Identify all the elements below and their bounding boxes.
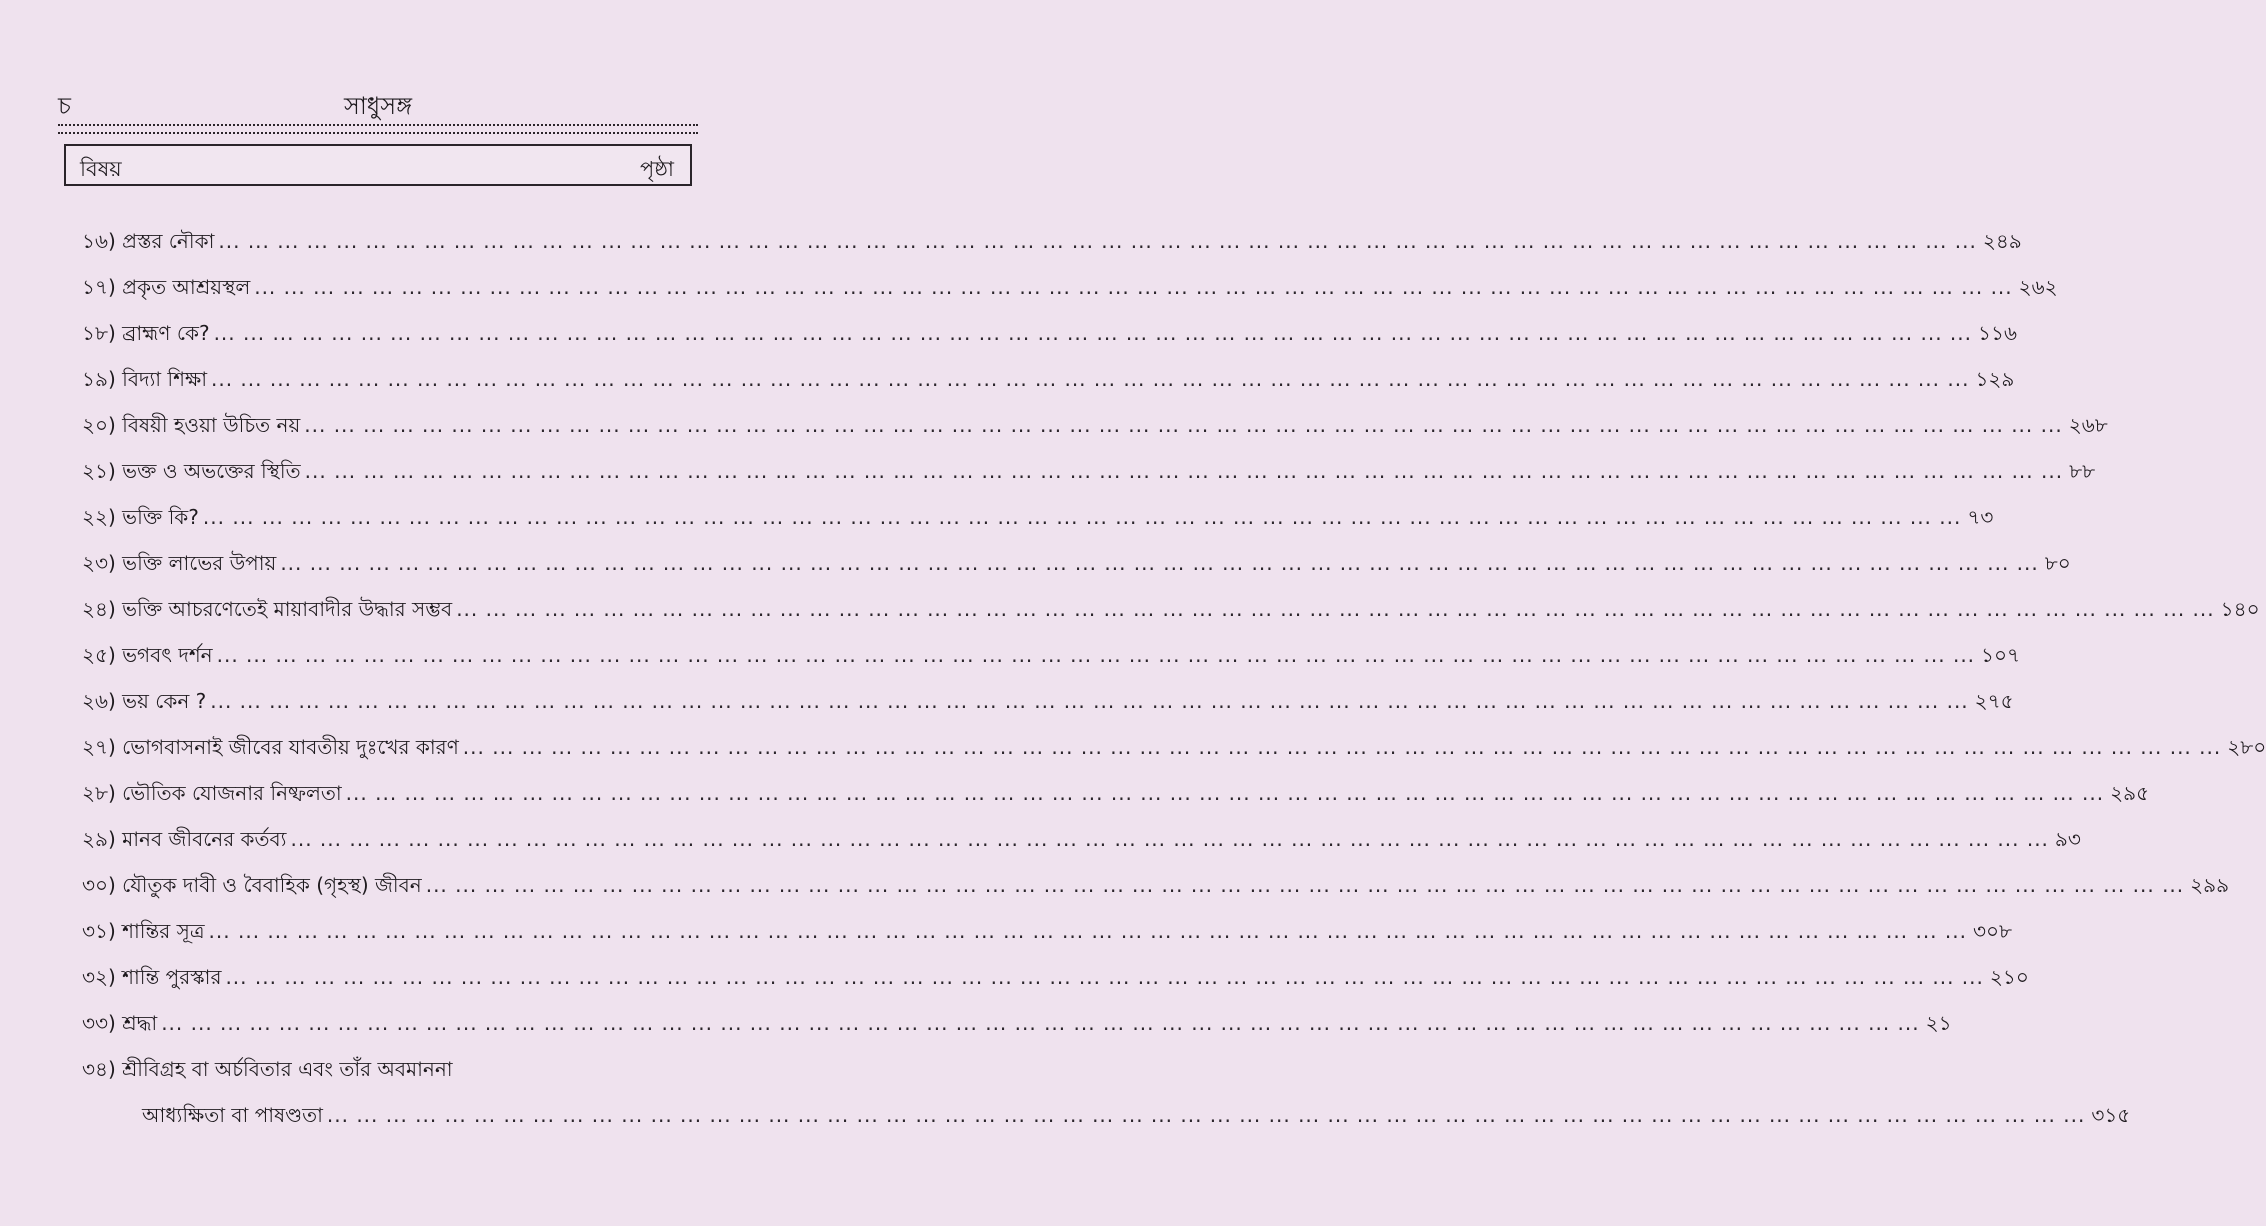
toc-label: ১৮) ব্রাহ্মণ কে? bbox=[82, 321, 210, 345]
toc-page-number: ২৭৫ bbox=[1974, 689, 2014, 713]
toc-leader-dots: ... ... ... ... ... ... ... ... ... ... ... ... ... ... ... ... ... ... ... ... ... ... ... ... ... ... ... ... ... ... ... ... ... ... ... ... ... ... ... ... ... ... ... ... ... ... ... ... ... ... ... ... ... ... ... ... ... ... ... ... bbox=[254, 275, 2013, 299]
toc-item bbox=[82, 356, 2015, 402]
toc-item bbox=[82, 1046, 2131, 1138]
toc-leader-dots: ... ... ... ... ... ... ... ... ... ... ... ... ... ... ... ... ... ... ... ... ... ... ... ... ... ... ... ... ... ... ... ... ... ... ... ... ... ... ... ... ... ... ... ... ... ... ... ... ... ... ... ... ... ... ... ... ... ... ... ... bbox=[425, 873, 2185, 897]
toc-leader-dots: ... ... ... ... ... ... ... ... ... ... ... ... ... ... ... ... ... ... ... ... ... ... ... ... ... ... ... ... ... ... ... ... ... ... ... ... ... ... ... ... ... ... ... ... ... ... ... ... ... ... ... ... ... ... ... ... ... ... ... ... bbox=[225, 965, 1984, 989]
toc-page-number: ৮৮ bbox=[2069, 459, 2096, 483]
toc-page-number: ১২৯ bbox=[1975, 367, 2015, 391]
toc-page-number: ২১০ bbox=[1989, 965, 2029, 989]
column-header-box bbox=[64, 144, 692, 186]
toc-leader-dots: ... ... ... ... ... ... ... ... ... ... ... ... ... ... ... ... ... ... ... ... ... ... ... ... ... ... ... ... ... ... ... ... ... ... ... ... ... ... ... ... ... ... ... ... ... ... ... ... ... ... ... ... ... ... ... ... ... ... ... ... bbox=[345, 781, 2105, 805]
toc-label-continued: আধ্যক্ষিতা বা পাষণ্ডতা bbox=[142, 1103, 323, 1127]
toc-item bbox=[82, 402, 2108, 448]
toc-label: ২০) বিষয়ী হওয়া উচিত নয় bbox=[82, 413, 301, 437]
toc-leader-dots: ... ... ... ... ... ... ... ... ... ... ... ... ... ... ... ... ... ... ... ... ... ... ... ... ... ... ... ... ... ... ... ... ... ... ... ... ... ... ... ... ... ... ... ... ... ... ... ... ... ... ... ... ... ... ... ... ... ... ... ... bbox=[210, 689, 1969, 713]
toc-page-number: ২৪৯ bbox=[1982, 229, 2022, 253]
toc-label: ৩৪) শ্রীবিগ্রহ বা অর্চবিতার এবং তাঁর অবমাননা bbox=[82, 1057, 453, 1081]
toc-item bbox=[82, 448, 2096, 494]
toc-label: ২২) ভক্তি কি? bbox=[82, 505, 199, 529]
toc-page-number: ১০৭ bbox=[1981, 643, 2021, 667]
column-subject-label: বিষয় bbox=[80, 157, 122, 181]
toc-page-number: ২৬২ bbox=[2018, 275, 2058, 299]
toc-page-number: ৩০৮ bbox=[1972, 919, 2012, 943]
toc-page-number: ১৪০ bbox=[2220, 597, 2260, 621]
toc-label: ১৭) প্রকৃত আশ্রয়স্থল bbox=[82, 275, 251, 299]
toc-label: ২৫) ভগবৎ দর্শন bbox=[82, 643, 213, 667]
toc-label: ১৬) প্রস্তর নৌকা bbox=[82, 229, 215, 253]
toc-item bbox=[82, 724, 2266, 770]
toc-item bbox=[82, 494, 1994, 540]
toc-label: ২৬) ভয় কেন ? bbox=[82, 689, 207, 713]
toc-item bbox=[82, 632, 2021, 678]
column-page-label: পৃষ্ঠা bbox=[639, 157, 674, 181]
toc-item bbox=[82, 770, 2150, 816]
toc-page-number: ৭৩ bbox=[1967, 505, 1994, 529]
toc-label: ৩০) যৌতুক দাবী ও বৈবাহিক (গৃহস্থ) জীবন bbox=[82, 873, 422, 897]
toc-item bbox=[82, 954, 2029, 1000]
toc-item bbox=[82, 264, 2058, 310]
toc-leader-dots: ... ... ... ... ... ... ... ... ... ... ... ... ... ... ... ... ... ... ... ... ... ... ... ... ... ... ... ... ... ... ... ... ... ... ... ... ... ... ... ... ... ... ... ... ... ... ... ... ... ... ... ... ... ... ... ... ... ... ... ... bbox=[456, 597, 2215, 621]
toc-item bbox=[82, 1000, 1952, 1046]
toc-leader-dots: ... ... ... ... ... ... ... ... ... ... ... ... ... ... ... ... ... ... ... ... ... ... ... ... ... ... ... ... ... ... ... ... ... ... ... ... ... ... ... ... ... ... ... ... ... ... ... ... ... ... ... ... ... ... ... ... ... ... ... ... bbox=[208, 919, 1967, 943]
toc-page-number: ১১৬ bbox=[1978, 321, 2017, 345]
toc-label: ১৯) বিদ্যা শিক্ষা bbox=[82, 367, 207, 391]
toc-label: ৩৩) শ্রদ্ধা bbox=[82, 1011, 158, 1035]
toc-leader-dots: ... ... ... ... ... ... ... ... ... ... ... ... ... ... ... ... ... ... ... ... ... ... ... ... ... ... ... ... ... ... ... ... ... ... ... ... ... ... ... ... ... ... ... ... ... ... ... ... ... ... ... ... ... ... ... ... ... ... ... ... bbox=[216, 643, 1976, 667]
toc-page-number: ২৮০ bbox=[2227, 735, 2266, 759]
toc-item bbox=[82, 310, 2017, 356]
toc-leader-dots: ... ... ... ... ... ... ... ... ... ... ... ... ... ... ... ... ... ... ... ... ... ... ... ... ... ... ... ... ... ... ... ... ... ... ... ... ... ... ... ... ... ... ... ... ... ... ... ... ... ... ... ... ... ... ... ... ... ... ... ... bbox=[304, 459, 2064, 483]
toc-page-number: ৮০ bbox=[2044, 551, 2071, 575]
toc-item bbox=[82, 678, 2014, 724]
toc-leader-dots: ... ... ... ... ... ... ... ... ... ... ... ... ... ... ... ... ... ... ... ... ... ... ... ... ... ... ... ... ... ... ... ... ... ... ... ... ... ... ... ... ... ... ... ... ... ... ... ... ... ... ... ... ... ... ... ... ... ... ... ... bbox=[213, 321, 1973, 345]
toc-leader-dots: ... ... ... ... ... ... ... ... ... ... ... ... ... ... ... ... ... ... ... ... ... ... ... ... ... ... ... ... ... ... ... ... ... ... ... ... ... ... ... ... ... ... ... ... ... ... ... ... ... ... ... ... ... ... ... ... ... ... ... ... bbox=[304, 413, 2063, 437]
toc-label: ৩১) শান্তির সূত্র bbox=[82, 919, 205, 943]
toc-leader-dots: ... ... ... ... ... ... ... ... ... ... ... ... ... ... ... ... ... ... ... ... ... ... ... ... ... ... ... ... ... ... ... ... ... ... ... ... ... ... ... ... ... ... ... ... ... ... ... ... ... ... ... ... ... ... ... ... ... ... ... ... bbox=[290, 827, 2049, 851]
toc-label: ২৪) ভক্তি আচরণেতেই মায়াবাদীর উদ্ধার সম্ভব bbox=[82, 597, 453, 621]
header-rule bbox=[58, 124, 698, 134]
toc-page-number: ২১ bbox=[1925, 1011, 1952, 1035]
toc-leader-dots: ... ... ... ... ... ... ... ... ... ... ... ... ... ... ... ... ... ... ... ... ... ... ... ... ... ... ... ... ... ... ... ... ... ... ... ... ... ... ... ... ... ... ... ... ... ... ... ... ... ... ... ... ... ... ... ... ... ... ... ... bbox=[462, 735, 2222, 759]
page-header bbox=[58, 84, 698, 124]
toc-page-number: ৯৩ bbox=[2054, 827, 2081, 851]
toc-label: ২১) ভক্ত ও অভক্তের স্থিতি bbox=[82, 459, 301, 483]
toc-page-number: ২৬৮ bbox=[2068, 413, 2108, 437]
toc-leader-dots: ... ... ... ... ... ... ... ... ... ... ... ... ... ... ... ... ... ... ... ... ... ... ... ... ... ... ... ... ... ... ... ... ... ... ... ... ... ... ... ... ... ... ... ... ... ... ... ... ... ... ... ... ... ... ... ... ... ... ... ... bbox=[211, 367, 1970, 391]
page-number: চ bbox=[58, 92, 71, 120]
toc-item bbox=[82, 908, 2012, 954]
toc-label: ২৭) ভোগবাসনাই জীবের যাবতীয় দুঃখের কারণ bbox=[82, 735, 459, 759]
toc-leader-dots: ... ... ... ... ... ... ... ... ... ... ... ... ... ... ... ... ... ... ... ... ... ... ... ... ... ... ... ... ... ... ... ... ... ... ... ... ... ... ... ... ... ... ... ... ... ... ... ... ... ... ... ... ... ... ... ... ... ... ... ... bbox=[161, 1011, 1920, 1035]
toc-page-number: ৩১৫ bbox=[2091, 1103, 2131, 1127]
table-of-contents bbox=[82, 218, 2266, 1138]
toc-item bbox=[82, 586, 2260, 632]
toc-item bbox=[82, 540, 2071, 586]
toc-item bbox=[82, 862, 2230, 908]
toc-leader-dots: ... ... ... ... ... ... ... ... ... ... ... ... ... ... ... ... ... ... ... ... ... ... ... ... ... ... ... ... ... ... ... ... ... ... ... ... ... ... ... ... ... ... ... ... ... ... ... ... ... ... ... ... ... ... ... ... ... ... ... ... bbox=[202, 505, 1962, 529]
toc-label: ২৩) ভক্তি লাভের উপায় bbox=[82, 551, 277, 575]
toc-leader-dots: ... ... ... ... ... ... ... ... ... ... ... ... ... ... ... ... ... ... ... ... ... ... ... ... ... ... ... ... ... ... ... ... ... ... ... ... ... ... ... ... ... ... ... ... ... ... ... ... ... ... ... ... ... ... ... ... ... ... ... ... bbox=[280, 551, 2039, 575]
toc-item bbox=[82, 218, 2022, 264]
toc-item bbox=[82, 816, 2081, 862]
toc-label: ২৯) মানব জীবনের কর্তব্য bbox=[82, 827, 287, 851]
toc-page-number: ২৯৯ bbox=[2190, 873, 2230, 897]
toc-label: ৩২) শান্তি পুরস্কার bbox=[82, 965, 222, 989]
running-title: সাধুসঙ্গ bbox=[343, 92, 413, 120]
toc-leader-dots: ... ... ... ... ... ... ... ... ... ... ... ... ... ... ... ... ... ... ... ... ... ... ... ... ... ... ... ... ... ... ... ... ... ... ... ... ... ... ... ... ... ... ... ... ... ... ... ... ... ... ... ... ... ... ... ... ... ... ... ... bbox=[218, 229, 1977, 253]
toc-leader-dots: ... ... ... ... ... ... ... ... ... ... ... ... ... ... ... ... ... ... ... ... ... ... ... ... ... ... ... ... ... ... ... ... ... ... ... ... ... ... ... ... ... ... ... ... ... ... ... ... ... ... ... ... ... ... ... ... ... ... ... ... bbox=[326, 1103, 2086, 1127]
toc-label: ২৮) ভৌতিক যোজনার নিষ্ফলতা bbox=[82, 781, 342, 805]
toc-page-number: ২৯৫ bbox=[2110, 781, 2150, 805]
